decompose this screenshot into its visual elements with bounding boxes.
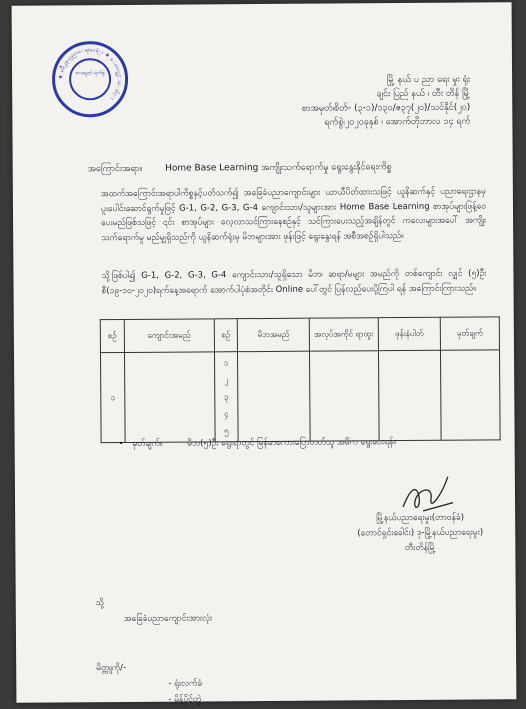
- note-label: မှတ်ချက်။: [132, 438, 163, 449]
- letter-header: [260, 73, 470, 130]
- copy-item: - မိန့်ပိုင်တွဲ: [168, 694, 202, 705]
- office-name: မြို့ နယ် ပ ညာ ရေး မှုး ရုံး: [386, 74, 471, 86]
- table-cell-parent: [238, 351, 310, 441]
- copy-label: မိတ္တူကို/-: [96, 662, 127, 674]
- table-header: အလုပ်အကိုင် ရာထူး: [309, 318, 378, 351]
- letter-date: ရက်စွဲ၊၂၀၂၀ခုနှစ် ၊ အောက်တိုဘာလ ၁၄ ရက်: [324, 116, 471, 128]
- row-number: ၃: [224, 392, 229, 402]
- subject-line: [88, 161, 392, 176]
- table-cell-occupation: [309, 351, 379, 441]
- table-row: [100, 350, 500, 443]
- signer-title: မြို့နယ်ပညာရေးမှုး(တာဝန်ခံ): [376, 512, 465, 524]
- reference-number: စာအမှတ်၊စိတ်- (၃-၁)/၁၃၀/ဧ၃၇(၂၀)/သင်နိုင်(၂၀): [301, 102, 471, 114]
- bullet-icon: •: [118, 438, 124, 450]
- note-line: [119, 437, 396, 451]
- row-number: ၅: [224, 426, 229, 436]
- recipient-block: [96, 594, 213, 627]
- row-number: ၁: [223, 358, 229, 368]
- signer-subtitle: (တောင်ရှင်းခေါင်း) ဒု-မြို့နယ်ပညာရေးမှုး): [357, 527, 484, 539]
- subject-text: Home Base Learning အကျိုးသက်ရောက်မှု ရွေးနွေးနိုင်ရေးကိစ္စ: [165, 162, 392, 174]
- letter-page: [12, 2, 517, 705]
- table-header: စဉ်: [214, 319, 238, 352]
- table-header: စဉ်: [100, 319, 124, 352]
- parent-info-table: [100, 316, 501, 443]
- recipient-name: အခြေခံပညာကျောင်းအားလုံး: [123, 613, 213, 624]
- office-location: ချင်း ပြည် နယ် ၊ တီး တိန် မြို့: [376, 88, 471, 100]
- table-cell-serial: ၁: [100, 352, 125, 442]
- seal-ring-text: ★ ၿမိဳ႕နယ္ပညာေရးမႉးရံုး ★ ေတာင္ရွင္းေခါင္း: [57, 47, 123, 102]
- table-cell-numbers: [214, 352, 239, 442]
- note-text: မိဘ(၅)ဦး ရွေးရာတွင် မြန်မာစကားပြောတတ်သူ အမိက ရွေးပေးရန်။: [187, 437, 396, 449]
- seal-center-text: စာအမွတ် ရက်စွဲ: [75, 70, 105, 77]
- table-cell-remark: [441, 350, 500, 440]
- seal-inner-ring: [69, 58, 111, 100]
- handwritten-signature-icon: [393, 467, 463, 517]
- row-number: ၄: [224, 409, 229, 419]
- subject-label: အကြောင်းအရာ။: [87, 163, 143, 175]
- table-header-row: [100, 317, 499, 353]
- table-header: မှတ်ချက်: [440, 317, 499, 350]
- official-seal: [52, 41, 129, 118]
- signature-block: [335, 510, 505, 556]
- copy-item: - ရုံးလက်ခံ: [168, 678, 203, 689]
- table-cell-phone: [378, 350, 441, 440]
- recipient-to: သို့: [95, 598, 104, 609]
- signer-location: တီးတိန်မြို့: [404, 542, 436, 554]
- table-cell-school: [124, 352, 214, 443]
- table-header: မိဘအမည်: [238, 318, 310, 351]
- table-header: ဖုန်းနံပါတ်: [378, 317, 441, 350]
- table-header: ကျောင်းအမည်: [124, 319, 214, 353]
- paragraph-1: အထက်အကြောင်းအရာပါကိစ္စနှင့်ပတ်သက်၍ အခြေခံပညာကျောင်းများ ယာယီပိတ်ထားသဖြင့် ယူနိဆက်နှင့် ပညာရေးဌာနမှ ပူးပေါင်းဆောင်ရွက်မှုဖြင့် G-1, G-2, G-3, G-4 ကျောင်းသား/သူများအား Home Base Learning စာအုပ်များဖြန့်ဝေပေးမည်ဖြစ်သဖြင့် ၎င်း စာအုပ်များ လေ့လာသင်ကြားနေစဉ်နှင့် သင်ကြားပေးသည့်အချိန်တွင် ကလေးများအပေါ် အကျိုးသက်ရောက်မှု မည်မျှရှိသည်ကို ယူနိဆက်ရုံးမှ မိဘများအား ဖုန်းဖြင့် ရွေးနွေးရန် အစီအစဉ်ရှိပါသည်။: [100, 186, 487, 243]
- row-number: ၂: [224, 375, 229, 385]
- paragraph-2: သို့ဖြစ်ပါ၍ G-1, G-2, G-3, G-4 ကျောင်းသား/သူရှိသော မိဘ၊ ဆရာ/မများ အမည်ကို တစ်ကျောင်း လျှင် (၅)ဦးစီ(၁၉-၁၀-၂၀၂၀)ရက်နေ့အရောက် အောက်ပါပုံစံအတိုင်း Online ပေါ်တွင် ပြန်လည်ပေးပို့ကြပါ ရန် အကြောင်းကြားသည်။: [101, 268, 487, 296]
